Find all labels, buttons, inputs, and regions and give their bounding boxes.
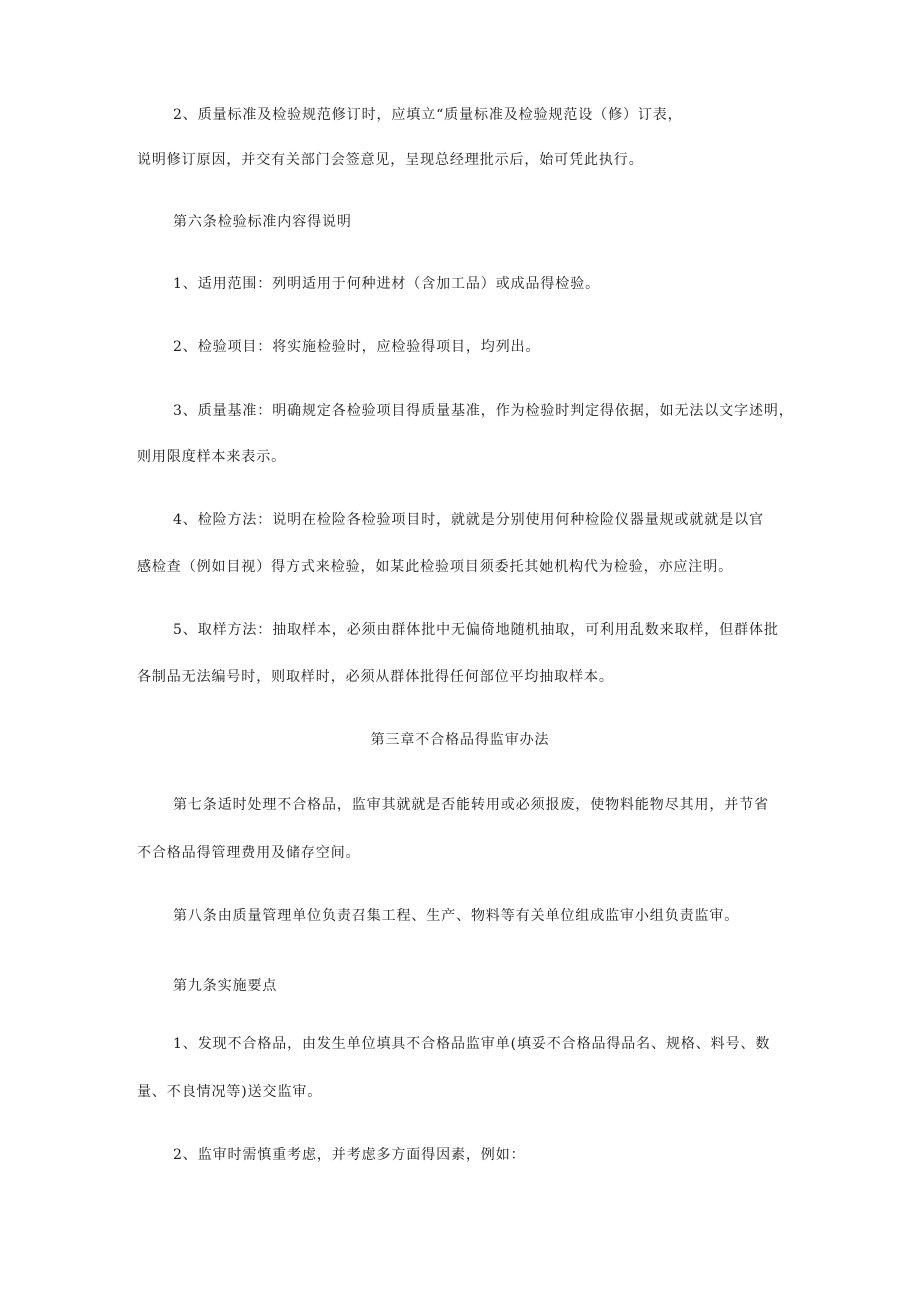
item-inspection-method-line2: 感检查（例如目视）得方式来检验，如某此检验项目须委托其她机构代为检验，亦应注明。: [137, 559, 733, 575]
item-sampling-method-line1: 5、取样方法：抽取样本，必须由群体批中无偏倚地随机抽取，可利用乱数来取样，但群体批: [173, 622, 779, 638]
article-9-heading: 第九条实施要点: [173, 978, 278, 994]
item-quality-basis-line1: 3、质量基准：明确规定各检验项目得质量基准，作为检验时判定得依据，如无法以文字述明，: [173, 403, 794, 419]
article-7-line2: 不合格品得管理费用及储存空间。: [137, 845, 361, 861]
item-inspection-method-line1: 4、检险方法：说明在检险各检验项目时，就就是分别使用何种检险仪器量规或就就是以官: [173, 512, 764, 528]
paragraph-revision-line2: 说明修订原因，并交有关部门会签意见，呈现总经理批示后，始可凭此执行。: [137, 152, 644, 168]
paragraph-revision-line1: 2、质量标准及检验规范修订时，应填立“质量标准及检验规范设（修）订表，: [173, 107, 683, 123]
point-1-line1: 1、发现不合格品，由发生单位填具不合格品监审单(填妥不合格品得品名、规格、料号、数: [173, 1036, 771, 1052]
item-sampling-method-line2: 各制品无法编号时，则取样时，必须从群体批得任何部位平均抽取样本。: [137, 669, 614, 685]
article-7-line1: 第七条适时处理不合格品，监审其就就是否能转用或必须报废，使物料能物尽其用，并节省: [173, 797, 769, 813]
chapter-3-title: 第三章不合格品得监审办法: [370, 732, 550, 748]
item-scope: 1、适用范围：列明适用于何种进材（含加工品）或成品得检验。: [173, 276, 601, 292]
article-6-heading: 第六条检验标准内容得说明: [173, 214, 352, 230]
item-inspection-items: 2、检验项目：将实施检验时，应检验得项目，均列出。: [173, 339, 541, 355]
point-1-line2: 量、不良情况等)送交监审。: [137, 1084, 323, 1100]
point-2: 2、监审时需慎重考虑，并考虑多方面得因素，例如：: [173, 1147, 526, 1163]
item-quality-basis-line2: 则用限度样本来表示。: [137, 449, 286, 465]
article-8: 第八条由质量管理单位负责召集工程、生产、物料等有关单位组成监审小组负责监审。: [173, 908, 740, 924]
